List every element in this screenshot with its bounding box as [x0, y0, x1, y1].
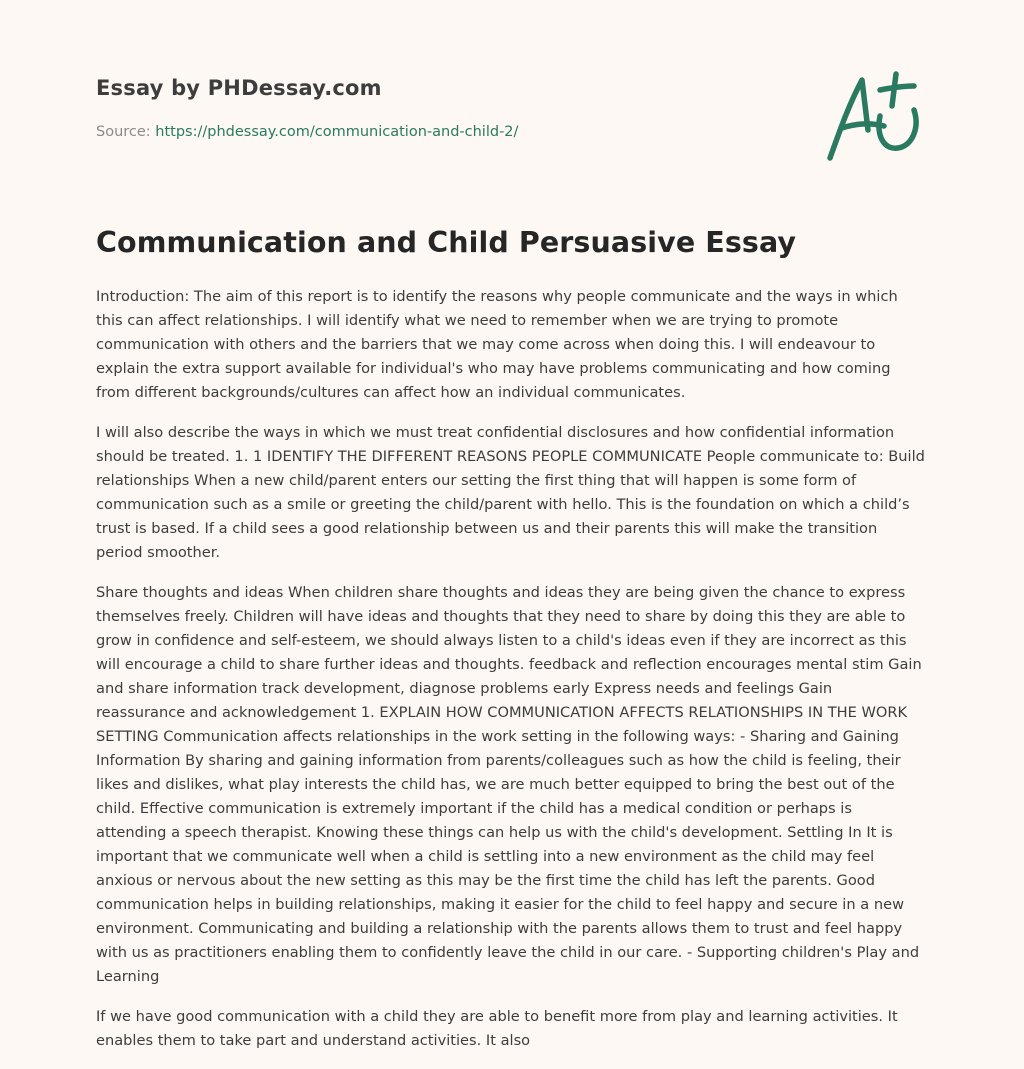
- essay-body: [96, 285, 926, 1069]
- essay-paragraph: Introduction: The aim of this report is to identify the reasons why people communicate and the ways in which this can affect relationships. I will identify what we need to remember when we are trying to promote communication with others and the barriers that we may come across when doing this. I will endeavour to explain the extra support available for individual's who may have problems communicating and how coming from different backgrounds/cultures can affect how an individual communicates.: [96, 288, 898, 401]
- source-link[interactable]: https://phdessay.com/communication-and-child-2/: [155, 124, 519, 140]
- essay-paragraph: I will also describe the ways in which we must treat confidential disclosures and how confidential information should be treated. 1. 1 IDENTIFY THE DIFFERENT REASONS PEOPLE COMMUNICATE People communicate to: Build relationships When a new child/parent enters our setting the first thing that will happen is some form of communication such as a smile or greeting the child/parent with hello. This is the foundation on which a child’s trust is based. If a child sees a good relationship between us and their parents this will make the transition period smoother.: [96, 424, 925, 561]
- source-label: Source:: [96, 124, 151, 140]
- source-line: [96, 124, 518, 140]
- essay-title: Communication and Child Persuasive Essay: [96, 226, 797, 259]
- site-brand: Essay by PHDessay.com: [96, 76, 382, 100]
- essay-paragraph: Share thoughts and ideas When children share thoughts and ideas they are being given the chance to express themselves freely. Children will have ideas and thoughts that they need to share by doing this they are able to grow in confidence and self-esteem, we should always listen to a child's ideas even if they are incorrect as this will encourage a child to share further ideas and thoughts. feedback and reflection encourages mental stim Gain and share information track development, diagnose problems early Express needs and feelings Gain reassurance and acknowledgement 1. EXPLAIN HOW COMMUNICATION AFFECTS RELATIONSHIPS IN THE WORK SETTING Communication affects relationships in the work setting in the following ways: - Sharing and Gaining Information By sharing and gaining information from parents/colleagues such as how the child is feeling, their likes and dislikes, what play interests the child has, we are much better equipped to bring the best out of the child. Effective communication is extremely important if the child has a medical condition or perhaps is attending a speech therapist. Knowing these things can help us with the child's development. Settling In It is important that we communicate well when a child is settling into a new environment as the child may feel anxious or nervous about the new setting as this may be the first time the child has left the parents. Good communication helps in building relationships, making it easier for the child to feel happy and secure in a new environment. Communicating and building a relationship with the parents allows them to trust and feel happy with us as practitioners enabling them to confidently leave the child in our care. - Supporting children's Play and Learning: [96, 584, 922, 985]
- a-plus-logo-icon: [818, 66, 930, 170]
- essay-paragraph: If we have good communication with a child they are able to benefit more from play and learning activities. It enables them to take part and understand activities. It also: [96, 1008, 898, 1049]
